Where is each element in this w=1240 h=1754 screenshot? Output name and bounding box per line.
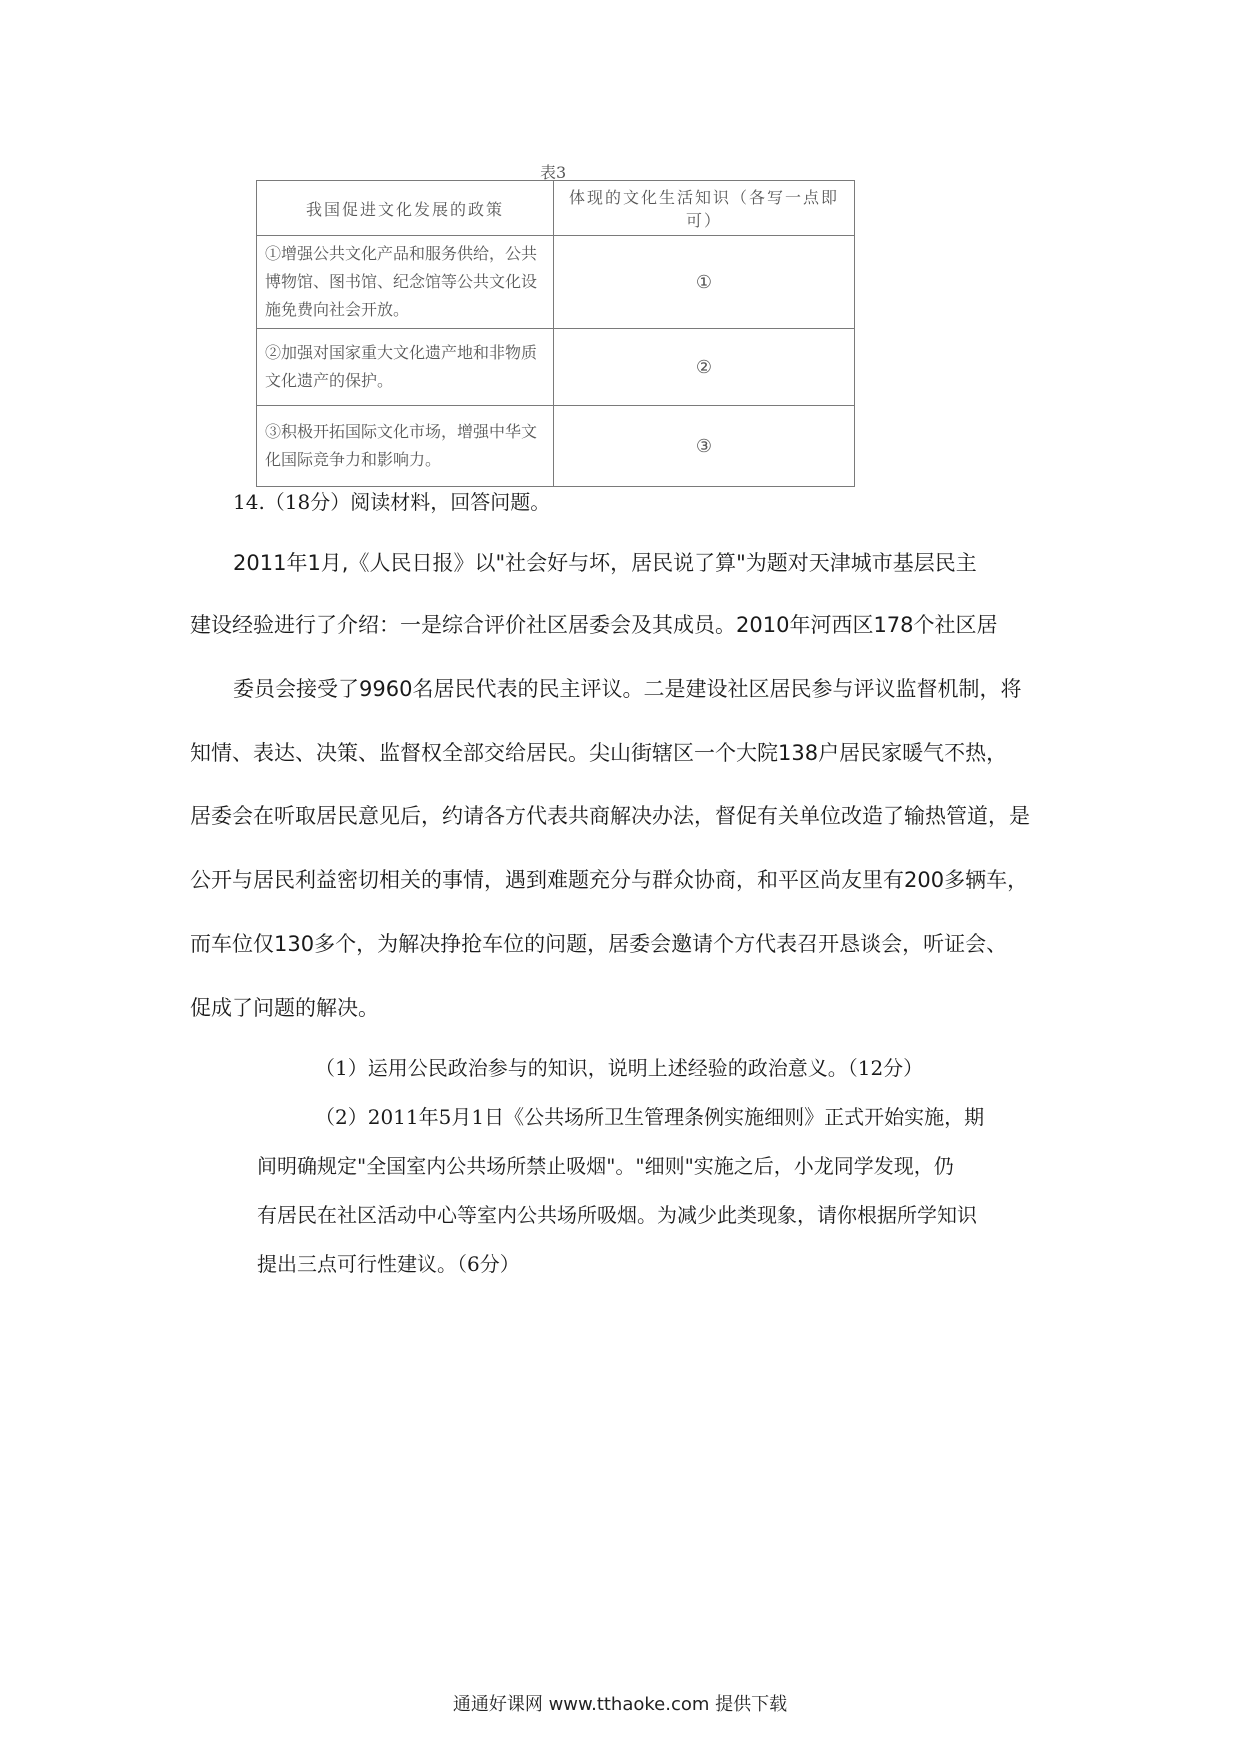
question-title: 14.（18分）阅读材料，回答问题。: [233, 490, 551, 514]
paragraph-line: 居委会在听取居民意见后，约请各方代表共商解决办法，督促有关单位改造了输热管道，是: [190, 804, 1030, 828]
sub-question-2-line: （2）2011年5月1日《公共场所卫生管理条例实施细则》正式开始实施，期: [315, 1105, 985, 1129]
policy-cell: ①增强公共文化产品和服务供给，公共博物馆、图书馆、纪念馆等公共文化设施免费向社会开放。: [257, 236, 554, 329]
table-header-row: [257, 181, 855, 236]
sub-question-1: （1）运用公民政治参与的知识，说明上述经验的政治意义。（12分）: [315, 1056, 924, 1080]
sub-question-2-line: 提出三点可行性建议。（6分）: [257, 1252, 520, 1276]
policy-cell: ②加强对国家重大文化遗产地和非物质文化遗产的保护。: [257, 329, 554, 406]
paragraph-line: 委员会接受了9960名居民代表的民主评议。二是建设社区居民参与评议监督机制，将: [233, 677, 1022, 701]
table-header-policy: 我国促进文化发展的政策: [257, 181, 554, 236]
sub-question-2-line: 间明确规定"全国室内公共场所禁止吸烟"。"细则"实施之后，小龙同学发现，仍: [257, 1154, 954, 1178]
table-row: [257, 406, 855, 487]
sub-question-2-line: 有居民在社区活动中心等室内公共场所吸烟。为减少此类现象，请你根据所学知识: [257, 1203, 977, 1227]
paragraph-line: 促成了问题的解决。: [190, 996, 379, 1020]
footer-text: 通通好课网 www.tthaoke.com 提供下载: [452, 1694, 788, 1715]
knowledge-cell: ②: [554, 329, 855, 406]
paragraph-line: 建设经验进行了介绍：一是综合评价社区居委会及其成员。2010年河西区178个社区居: [190, 613, 998, 637]
policy-table: [256, 180, 855, 487]
paragraph-line: 公开与居民利益密切相关的事情，遇到难题充分与群众协商，和平区尚友里有200多辆车，: [190, 868, 1029, 892]
table-row: [257, 236, 855, 329]
knowledge-cell: ①: [554, 236, 855, 329]
table-header-knowledge: 体现的文化生活知识（各写一点即可）: [554, 181, 855, 236]
table-row: [257, 329, 855, 406]
table-caption: 表3: [540, 163, 567, 182]
paragraph-line: 而车位仅130多个，为解决挣抢车位的问题，居委会邀请个方代表召开恳谈会，听证会、: [190, 932, 1008, 956]
policy-cell: ③积极开拓国际文化市场，增强中华文化国际竞争力和影响力。: [257, 406, 554, 487]
knowledge-cell: ③: [554, 406, 855, 487]
paragraph-line: 2011年1月,《人民日报》以"社会好与坏，居民说了算"为题对天津城市基层民主: [233, 551, 977, 575]
paragraph-line: 知情、表达、决策、监督权全部交给居民。尖山街辖区一个大院138户居民家暖气不热，: [190, 741, 1008, 765]
